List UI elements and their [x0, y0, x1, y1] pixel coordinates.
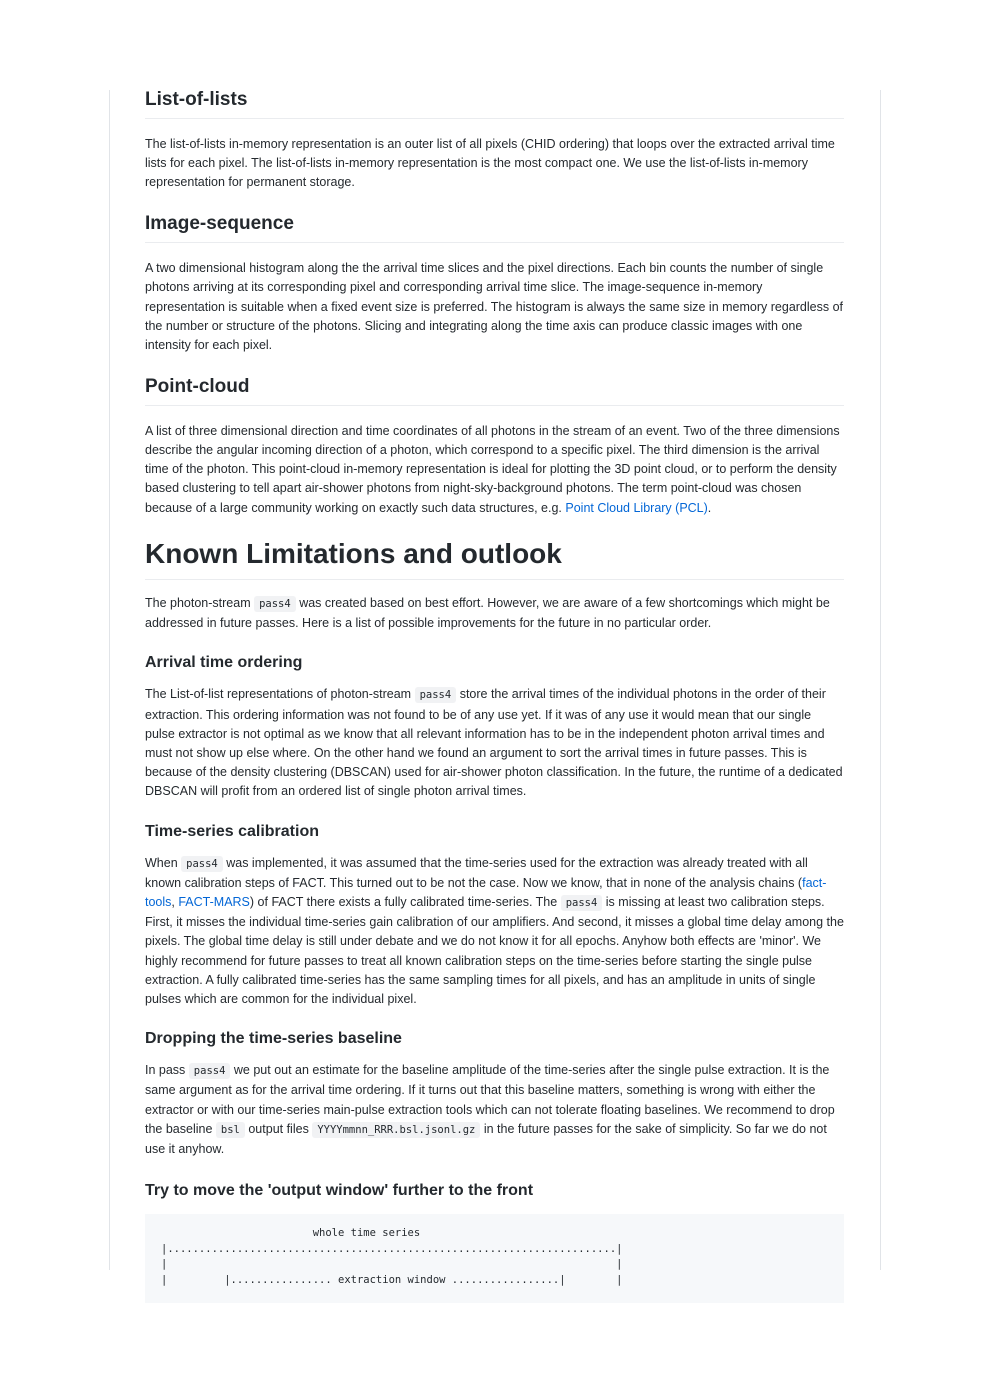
section-heading-list-of-lists: List-of-lists	[145, 88, 844, 119]
baseline-text-d: in the future passes for the sake of simplicity. So far we do not use it anyhow.	[145, 1121, 827, 1156]
fact-tools-link[interactable]: fact-tools	[145, 875, 827, 909]
arrival-time-text-a: The List-of-list representations of photon-stream	[145, 687, 412, 702]
pass4-code: pass4	[189, 1063, 231, 1079]
known-limitations-text-b: was created based on best effort. However, we are aware of a few shortcomings which might be addressed in future passes. Here is a list of possible improvements for the future in no particular order.	[145, 595, 830, 631]
filename-code: YYYYmmnn_RRR.bsl.jsonl.gz	[312, 1122, 480, 1138]
point-cloud-paragraph	[145, 422, 844, 518]
time-series-text-a: When	[145, 855, 178, 870]
time-series-text-b: was implemented, it was assumed that the time-series used for the extraction was already treated with all known calibration steps of FACT. This turned out to be not the case. Now we know, that in none of the analysis chains (	[145, 855, 808, 890]
known-limitations-text-a: The photon-stream	[145, 595, 251, 610]
point-cloud-end: .	[707, 500, 712, 515]
section-heading-known-limitations: Known Limitations and outlook	[145, 536, 844, 580]
known-limitations-paragraph	[145, 594, 844, 633]
pass4-code: pass4	[181, 856, 223, 872]
subheading-arrival-time-ordering: Arrival time ordering	[145, 654, 303, 672]
baseline-text-c: output files	[248, 1121, 309, 1136]
pass4-code: pass4	[254, 596, 296, 612]
pcl-link[interactable]: Point Cloud Library (PCL)	[565, 500, 708, 515]
arrival-time-paragraph	[145, 685, 844, 801]
list-of-lists-paragraph: The list-of-lists in-memory representation is an outer list of all pixels (CHID ordering) that loops over the extracted arrival time lists for each pixel. The list-of-lists in-memory representation is the most compact one. We use the list-of-lists in-memory representation for permanent storage.	[145, 136, 835, 190]
subheading-time-series-calibration: Time-series calibration	[145, 822, 319, 840]
fact-mars-link[interactable]: FACT-MARS	[178, 894, 250, 909]
point-cloud-text: A list of three dimensional direction and time coordinates of all photons in the stream of an event. Two of the three dimensions describe the angular incoming direction of a photon, which correspond to a specific pixel. The third dimension is the arrival time of the photon. This point-cloud in-memory representation is ideal for plotting the 3D point cloud, or to perform the density based clustering to tell apart air-shower photons from night-sky-background photons. The term point-cloud was chosen because of a large community working on exactly such data structures, e.g.	[145, 423, 840, 515]
code-block-time-series-diagram: whole time series |.......................................................................| | | | |................ extraction window .................| |	[145, 1214, 844, 1303]
section-heading-point-cloud: Point-cloud	[145, 375, 844, 406]
time-series-text-c: ) of FACT there exists a fully calibrated time-series. The	[249, 894, 558, 909]
baseline-paragraph	[145, 1061, 844, 1159]
subheading-dropping-baseline: Dropping the time-series baseline	[145, 1030, 402, 1048]
time-series-paragraph	[145, 854, 844, 1010]
pass4-code: pass4	[561, 895, 603, 911]
baseline-text-a: In pass	[145, 1063, 186, 1078]
time-series-text-d: is missing at least two calibration steps. First, it misses the individual time-series gain calibration of our amplifiers. And second, it misses a global time delay among the pixels. The global time delay is still under debate and we do not know it for all epochs. Anyhow both effects are 'minor'. We highly recommend for future passes to treat all known calibration steps on the time-series before starting the single pulse extraction. A fully calibrated time-series has the same sampling times for all pixels, and has an amplitude in units of single pulses which are common for the individual pixel.	[145, 894, 844, 1006]
link-separator: ,	[171, 894, 179, 909]
subheading-output-window: Try to move the 'output window' further to the front	[145, 1182, 534, 1200]
document-content	[145, 88, 844, 1303]
baseline-text-b: we put out an estimate for the baseline amplitude of the time-series after the single pulse extraction. It is the same argument as for the arrival time ordering. If it turns out that this baseline matters, something is wrong with either the extractor or with our time-series main-pulse extraction tools which can not tolerate floating baselines. We recommend to drop the baseline	[145, 1063, 835, 1136]
arrival-time-text-b: store the arrival times of the individual photons in the order of their extraction. This ordering information was not found to be of any use yet. If it was of any use it would mean that our single pulse extractor is not optimal as we know that all relevant information has to be in the independent photon arrival times and must not show up else where. On the other hand we found an argument to sort the arrival times in future passes. This is because of the density clustering (DBSCAN) used for air-shower photon classification. In the future, the runtime of a dedicated DBSCAN will profit from an ordered list of single photon arrival times.	[145, 687, 843, 799]
pass4-code: pass4	[415, 687, 457, 703]
bsl-code: bsl	[216, 1122, 245, 1138]
image-sequence-paragraph: A two dimensional histogram along the the arrival time slices and the pixel directions. Each bin counts the number of single photons arriving at its corresponding pixel and corresponding arrival time slice. The image-sequence in-memory representation is suitable when a fixed event size is preferred. The histogram is always the same size in memory regardless of the number or structure of the photons. Slicing and integrating along the time axis can produce classic images with one intensity for each pixel.	[145, 261, 844, 352]
section-heading-image-sequence: Image-sequence	[145, 212, 844, 243]
